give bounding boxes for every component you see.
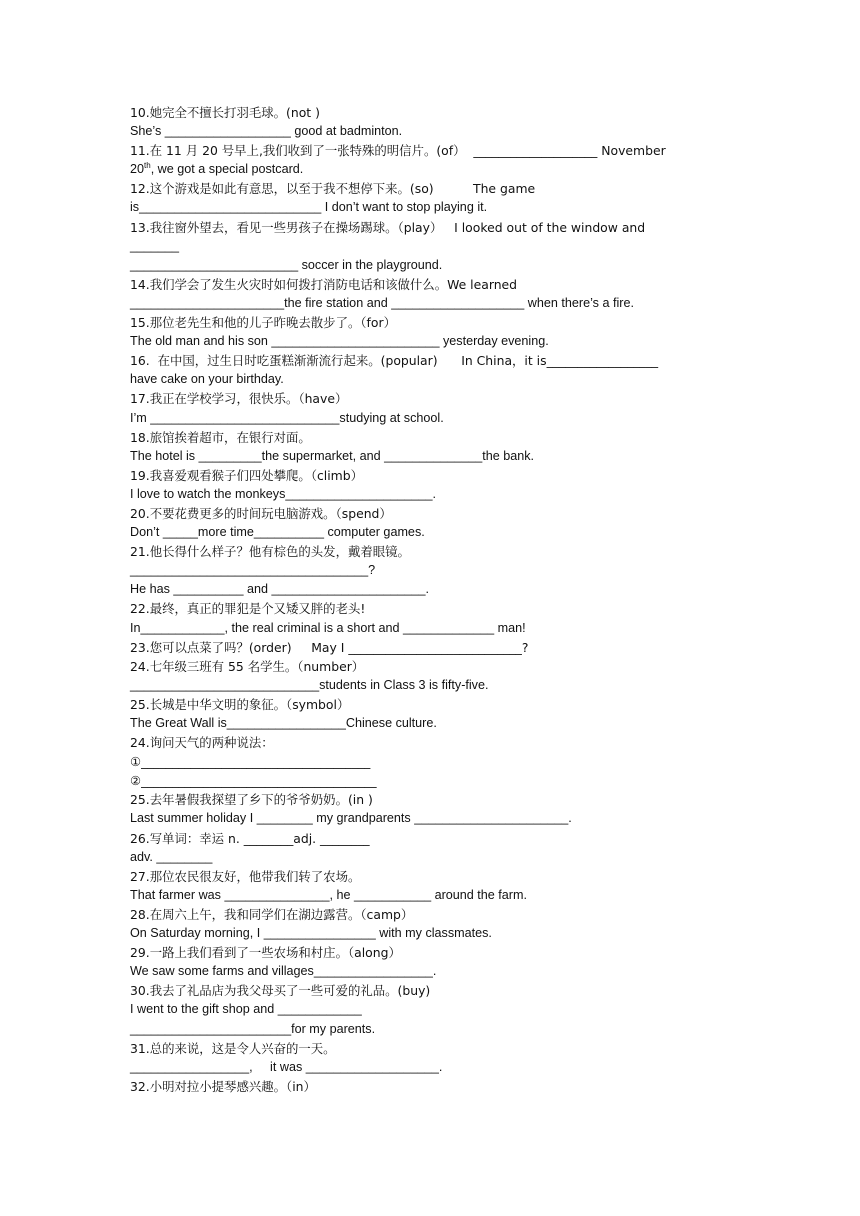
worksheet-line: 32.小明对拉小提琴感兴趣。（in） xyxy=(130,1078,316,1094)
worksheet-line: _______ xyxy=(130,238,180,253)
worksheet-line: He has __________ and ______________________. xyxy=(130,582,430,597)
worksheet-line: 24.询问天气的两种说法： xyxy=(130,735,274,751)
worksheet-line: 23.您可以点菜了吗？(order) May I ____________________________? xyxy=(130,639,529,655)
worksheet-line: I’m ___________________________studying at school. xyxy=(130,410,444,425)
worksheet-line: 22.最终，真正的罪犯是个又矮又胖的老头! xyxy=(130,601,366,617)
worksheet-line: 14.我们学会了发生火灾时如何拨打消防电话和该做什么。We learned xyxy=(130,276,518,292)
worksheet-line: 18.旅馆挨着超市，在银行对面。 xyxy=(130,429,311,445)
worksheet-line: 31.总的来说，这是令人兴奋的一天。 xyxy=(130,1040,336,1056)
worksheet-line: ______________________the fire station and ___________________ when there’s a fire. xyxy=(130,295,634,310)
worksheet-line: 24.七年级三班有 55 名学生。（number） xyxy=(130,658,365,674)
worksheet-line: 25.去年暑假我探望了乡下的爷爷奶奶。(in ) xyxy=(130,792,373,808)
worksheet-line: Last summer holiday I ________ my grandparents ______________________. xyxy=(130,811,572,826)
worksheet-line: ________________________ soccer in the playground. xyxy=(130,257,443,272)
ordinal-suffix: th xyxy=(144,161,151,171)
worksheet-line: 13.我往窗外望去，看见一些男孩子在操场踢球。（play） I looked out of the window and xyxy=(130,219,646,235)
worksheet-line: 30.我去了礼品店为我父母买了一些可爱的礼品。(buy) xyxy=(130,983,431,999)
worksheet-page xyxy=(130,103,735,1096)
worksheet-line: In____________, the real criminal is a short and _____________ man! xyxy=(130,620,526,635)
worksheet-line: On Saturday morning, I ________________ with my classmates. xyxy=(130,926,492,941)
worksheet-line: I love to watch the monkeys_____________________. xyxy=(130,486,436,501)
worksheet-line: Don’t _____more time__________ computer games. xyxy=(130,525,425,540)
worksheet-line: 11.在 11 月 20 号早上,我们收到了一张特殊的明信片。(of） ____________________ November xyxy=(130,143,666,159)
worksheet-line: 26.写单词：幸运 n. ________adj. ________ xyxy=(130,830,370,846)
worksheet-line: adv. ________ xyxy=(130,849,213,864)
worksheet-line: That farmer was _______________, he ___________ around the farm. xyxy=(130,887,527,902)
worksheet-line: have cake on your birthday. xyxy=(130,372,284,387)
worksheet-line: 27.那位农民很友好，他带我们转了农场。 xyxy=(130,868,361,884)
worksheet-line: 19.我喜爱观看猴子们四处攀爬。（climb） xyxy=(130,467,363,483)
worksheet-line: _________________, it was ___________________. xyxy=(130,1059,443,1074)
worksheet-line: 25.长城是中华文明的象征。（symbol） xyxy=(130,696,350,712)
worksheet-line: __________________________________? xyxy=(130,563,376,578)
worksheet-line: She’s __________________ good at badminton. xyxy=(130,124,403,139)
worksheet-line: 10.她完全不擅长打羽毛球。(not ) xyxy=(130,105,320,120)
worksheet-line: 16. 在中国，过生日时吃蛋糕渐渐流行起来。(popular) In China，it is__________________ xyxy=(130,353,659,369)
worksheet-line: ___________________________students in Class 3 is fifty-five. xyxy=(130,677,489,692)
worksheet-line: We saw some farms and villages_________________. xyxy=(130,964,437,979)
worksheet-line: is__________________________ I don’t want to stop playing it. xyxy=(130,200,488,215)
worksheet-line: 17.我正在学校学习，很快乐。（have） xyxy=(130,391,348,407)
sentence-continuation: , we got a special postcard. xyxy=(150,162,304,177)
worksheet-line: ①_____________________________________ xyxy=(130,754,371,770)
worksheet-line: 29.一路上我们看到了一些农场和村庄。（along） xyxy=(130,945,401,961)
worksheet-line: 28.在周六上午，我和同学们在湖边露营。（camp） xyxy=(130,906,414,922)
worksheet-line: The Great Wall is_________________Chinese culture. xyxy=(130,716,437,730)
worksheet-line: ②______________________________________ xyxy=(130,773,377,789)
worksheet-line: 21.他长得什么样子？他有棕色的头发，戴着眼镜。 xyxy=(130,544,410,560)
worksheet-line: 15.那位老先生和他的儿子昨晚去散步了。（for） xyxy=(130,315,396,331)
worksheet-line: The hotel is _________the supermarket, and ______________the bank. xyxy=(130,448,535,463)
worksheet-line: The old man and his son ________________________ yesterday evening. xyxy=(130,334,549,349)
worksheet-line: _______________________for my parents. xyxy=(130,1021,376,1036)
worksheet-line xyxy=(130,160,735,179)
worksheet-line: 12.这个游戏是如此有意思，以至于我不想停下来。(so) The game xyxy=(130,181,536,197)
ordinal-number: 20 xyxy=(130,162,145,177)
worksheet-line: 20.不要花费更多的时间玩电脑游戏。（spend） xyxy=(130,505,392,521)
worksheet-line: I went to the gift shop and ____________ xyxy=(130,1002,362,1017)
